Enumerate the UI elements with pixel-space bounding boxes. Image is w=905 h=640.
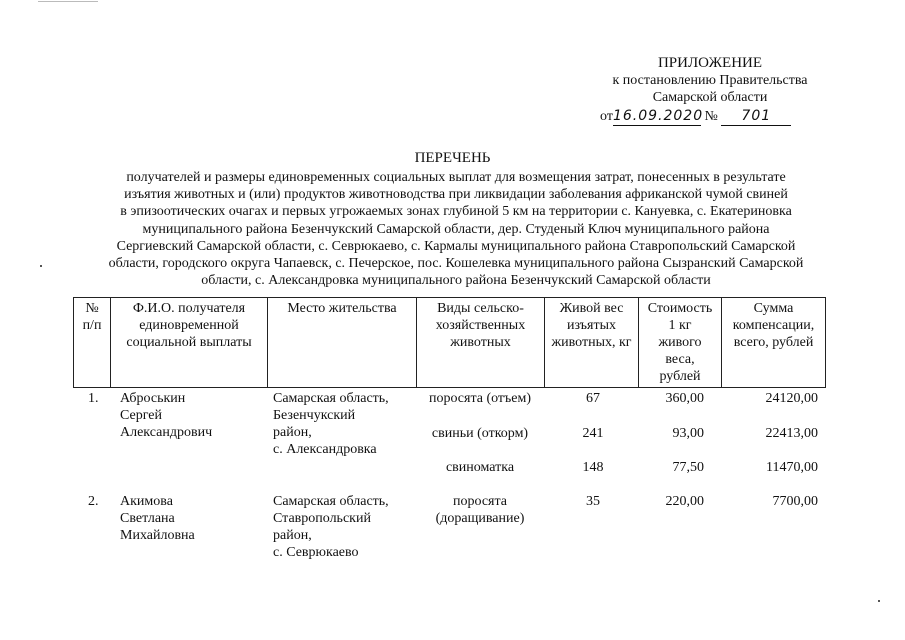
header-animal-type [417, 298, 545, 388]
address-line: район, [273, 425, 312, 440]
price-per-kg: 360,00 [665, 391, 704, 406]
recipient-address [273, 493, 389, 561]
header-text: Сумма [753, 301, 794, 316]
subtitle-line: получателей и размеры единовременных социальных выплат для возмещения затрат, понесенных в результате [126, 170, 786, 185]
live-weight: 148 [582, 460, 604, 475]
price-per-kg: 220,00 [665, 494, 704, 509]
row-number: 1. [88, 391, 99, 406]
header-text: живого [658, 335, 702, 350]
price-per-kg: 93,00 [672, 426, 704, 441]
header-text: 1 кг [668, 318, 692, 333]
subtitle-line: области, городского округа Чапаевск, с. Печерское, пос. Кошелевка муниципального района Сызранский Самарской [108, 256, 804, 272]
name-line: Михайловна [120, 528, 195, 543]
name-line: Светлана [120, 511, 175, 526]
subtitle-line: муниципального района Безенчукский Самарской области, дер. Студеный Ключ муниципального района [142, 221, 770, 237]
name-line: Александрович [120, 425, 213, 440]
header-number [74, 298, 111, 388]
animal-type-line: поросята [453, 494, 507, 509]
header-text: социальной выплаты [126, 335, 252, 350]
subtitle-line: в эпизоотических очагах и первых угрожаемых зонах глубиной 5 км на территории с. Кануевка, с. Екатериновка [120, 204, 792, 220]
compensation-total: 7700,00 [772, 494, 818, 509]
order-date-number [600, 108, 791, 126]
header-text: хозяйственных [435, 318, 526, 333]
appendix-title: ПРИЛОЖЕНИЕ [657, 55, 763, 71]
compensation-total: 24120,00 [765, 391, 818, 406]
scan-artifact [40, 265, 42, 267]
animal-type [419, 493, 541, 527]
header-text: Стоимость [647, 301, 713, 316]
animal-type-line: (доращивание) [435, 511, 525, 526]
recipients-table-header [73, 297, 826, 388]
compensation-total: 22413,00 [765, 426, 818, 441]
header-text: веса, [665, 352, 695, 367]
subtitle-line: области, с. Александровка муниципального района Безенчукский Самарской области [201, 273, 711, 289]
recipient-name [120, 390, 212, 441]
header-text: Место жительства [287, 301, 397, 316]
animal-type: поросята (отъем) [428, 391, 532, 406]
handwritten-number: 701 [721, 108, 791, 126]
header-text: № [85, 301, 99, 316]
scan-artifact [878, 600, 880, 602]
header-name [111, 298, 268, 388]
number-prefix: № [704, 109, 718, 124]
header-text: животных [450, 335, 511, 350]
header-text: Ф.И.О. получателя [132, 301, 246, 316]
address-line: район, [273, 528, 312, 543]
header-text: компенсации, [732, 318, 815, 333]
address-line: с. Севрюкаево [273, 545, 359, 560]
address-line: Самарская область, [273, 494, 389, 509]
address-line: Ставропольский [273, 511, 371, 526]
recipient-address [273, 390, 389, 458]
name-line: Сергей [120, 408, 162, 423]
subtitle-line: Сергиевский Самарской области, с. Севрюкаево, с. Кармалы муниципального района Ставропольский Самарской [116, 238, 796, 254]
header-text: единовременной [139, 318, 239, 333]
header-total [722, 298, 826, 388]
header-text: всего, рублей [733, 335, 814, 350]
address-line: с. Александровка [273, 442, 377, 457]
compensation-total: 11470,00 [766, 460, 818, 475]
handwritten-date: 16.09.2020 [612, 108, 704, 124]
subtitle-line: изъятия животных и (или) продуктов животноводства при ликвидации заболевания африканской чумой свиней [124, 187, 788, 203]
header-text: Виды сельско- [437, 301, 524, 316]
header-text: п/п [82, 318, 102, 333]
header-text: Живой вес [559, 301, 624, 316]
header-price [639, 298, 722, 388]
appendix-line-2: Самарской области [652, 90, 768, 105]
document-subtitle [70, 169, 842, 289]
header-text: изъятых [567, 318, 616, 333]
scan-artifact [38, 1, 98, 2]
appendix-block [560, 55, 860, 106]
date-prefix: от [600, 109, 613, 124]
header-text: рублей [659, 369, 701, 384]
row-number: 2. [88, 494, 99, 509]
live-weight: 35 [586, 494, 600, 509]
address-line: Безенчукский [273, 408, 356, 423]
header-address [268, 298, 417, 388]
header-weight [545, 298, 639, 388]
live-weight: 67 [586, 391, 600, 406]
name-line: Акимова [120, 494, 173, 509]
name-line: Аброськин [120, 391, 186, 406]
recipient-name [120, 493, 195, 544]
live-weight: 241 [582, 426, 604, 441]
price-per-kg: 77,50 [672, 460, 704, 475]
header-text: животных, кг [551, 335, 632, 350]
animal-type: свиньи (откорм) [431, 426, 529, 441]
animal-type: свиноматка [445, 460, 515, 475]
address-line: Самарская область, [273, 391, 389, 406]
document-heading: ПЕРЕЧЕНЬ [414, 150, 491, 166]
appendix-line-1: к постановлению Правительства [612, 73, 808, 88]
